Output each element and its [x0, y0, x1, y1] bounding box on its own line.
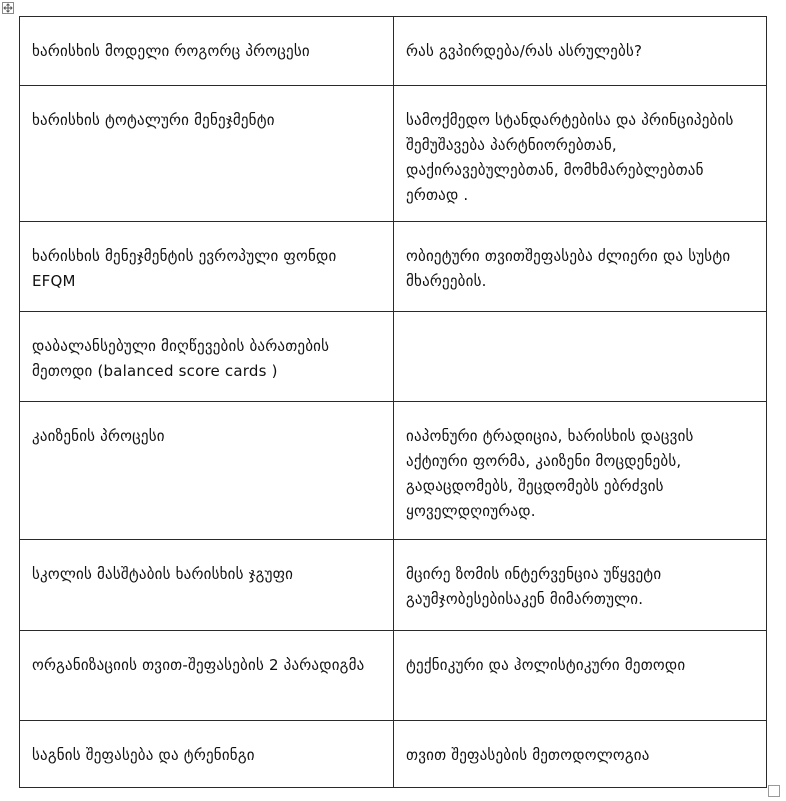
table-cell-model[interactable]: ხარისხის მენეჯმენტის ევროპული ფონდი EFQM: [20, 222, 394, 312]
table-row: [20, 86, 767, 222]
table-cell-description[interactable]: რას გვპირდება/რას ასრულებს?: [394, 17, 767, 86]
table-cell-model[interactable]: ორგანიზაციის თვით-შეფასების 2 პარადიგმა: [20, 631, 394, 721]
table-cell-description[interactable]: თვით შეფასების მეთოდოლოგია: [394, 721, 767, 788]
table-cell-model[interactable]: ხარისხის მოდელი როგორც პროცესი: [20, 17, 394, 86]
table-cell-model[interactable]: სკოლის მასშტაბის ხარისხის ჯგუფი: [20, 540, 394, 631]
table-row: [20, 721, 767, 788]
table-cell-description[interactable]: ტექნიკური და ჰოლისტიკური მეთოდი: [394, 631, 767, 721]
table-cell-description[interactable]: მცირე ზომის ინტერვენცია უწყვეტი გაუმჯობესებისაკენ მიმართული.: [394, 540, 767, 631]
table-resize-handle-icon[interactable]: [768, 785, 780, 797]
table-cell-description[interactable]: იაპონური ტრადიცია, ხარისხის დაცვის აქტიური ფორმა, კაიზენი მოცდენებს, გადაცდომებს, შეცდომებს ებრძვის ყოველდღიურად.: [394, 402, 767, 540]
move-arrows-icon: [3, 3, 13, 13]
table-row: [20, 402, 767, 540]
table-row: [20, 540, 767, 631]
table-row: [20, 222, 767, 312]
table-cell-model[interactable]: ხარისხის ტოტალური მენეჯმენტი: [20, 86, 394, 222]
table-cell-model[interactable]: კაიზენის პროცესი: [20, 402, 394, 540]
table-row: [20, 631, 767, 721]
quality-models-table: [19, 16, 767, 788]
table-cell-description[interactable]: [394, 312, 767, 402]
table-cell-description[interactable]: ობიეტური თვითშეფასება ძლიერი და სუსტი მხარეების.: [394, 222, 767, 312]
table-cell-model[interactable]: დაბალანსებული მიღწევების ბარათების მეთოდი (balanced score cards ): [20, 312, 394, 402]
table-row: [20, 312, 767, 402]
table-cell-model[interactable]: საგნის შეფასება და ტრენინგი: [20, 721, 394, 788]
table-cell-description[interactable]: სამოქმედო სტანდარტებისა და პრინციპების შემუშავება პარტნიორებთან, დაქირავებულებთან, მომხმარებლებთან ერთად .: [394, 86, 767, 222]
table-row: [20, 17, 767, 86]
table-move-handle-icon[interactable]: [2, 2, 14, 14]
